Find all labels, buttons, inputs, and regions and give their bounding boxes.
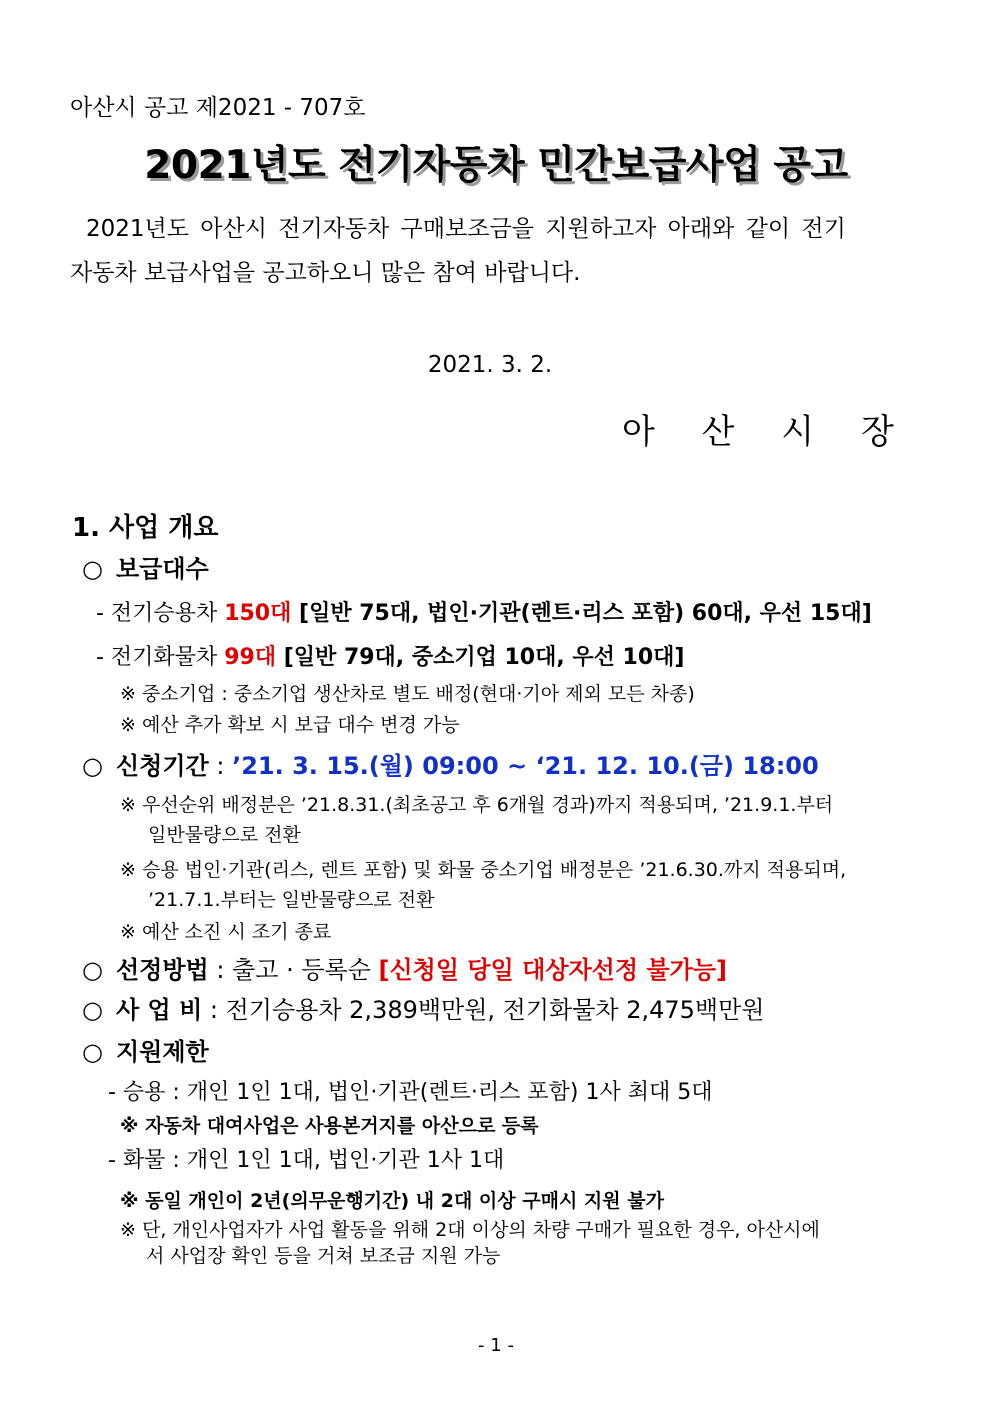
period-note-2b: ’21.7.1.부터는 일반물량으로 전환: [148, 889, 435, 911]
passenger-supply-line: [96, 596, 872, 627]
passenger-prefix: - 전기승용차: [96, 601, 225, 626]
bullet-circle-icon: ○: [82, 956, 103, 984]
period-note-3: ※ 예산 소진 시 조기 종료: [120, 921, 332, 943]
intro-line-2: 자동차 보급사업을 공고하오니 많은 참여 바랍니다.: [70, 260, 581, 286]
selection-highlight: [신청일 당일 대상자선정 불가능]: [378, 956, 727, 984]
limits-passenger-note: ※ 자동차 대여사업은 사용본거지를 아산으로 등록: [120, 1115, 539, 1137]
document-title: 2021년도 전기자동차 민간보급사업 공고: [144, 143, 848, 188]
period-note-2a: ※ 승용 법인·기관(리스, 렌트 포함) 및 화물 중소기업 배정분은 ’21.6.30.까지 적용되며,: [120, 859, 847, 881]
bullet-limits: [82, 1032, 209, 1067]
limits-note-a: ※ 단, 개인사업자가 사업 활동을 위해 2대 이상의 차량 구매가 필요한 경우, 아산시에: [120, 1219, 820, 1241]
bullet-circle-icon: ○: [82, 996, 103, 1024]
period-note-1a: ※ 우선순위 배정분은 ’21.8.31.(최초공고 후 6개월 경과)까지 적용되며, ’21.9.1.부터: [120, 794, 834, 816]
intro-line-1: 2021년도 아산시 전기자동차 구매보조금을 지원하고자 아래와 같이 전기: [86, 216, 846, 242]
selection-value: : 출고 · 등록순: [208, 956, 379, 984]
limits-note-bold: ※ 동일 개인이 2년(의무운행기간) 내 2대 이상 구매시 지원 불가: [120, 1190, 664, 1212]
passenger-count: 150대: [224, 601, 292, 626]
supply-label: 보급대수: [116, 555, 209, 583]
period-label: 신청기간: [116, 752, 209, 780]
bullet-circle-icon: ○: [82, 752, 103, 780]
passenger-detail: [일반 75대, 법인·기관(렌트·리스 포함) 60대, 우선 15대]: [291, 601, 872, 626]
limits-passenger: - 승용 : 개인 1인 1대, 법인·기관(렌트·리스 포함) 1사 최대 5대: [108, 1080, 713, 1105]
truck-detail: [일반 79대, 중소기업 10대, 우선 10대]: [276, 645, 685, 670]
issuer-signature: 아 산 시 장: [622, 412, 895, 452]
budget-value: : 전기승용차 2,389백만원, 전기화물차 2,475백만원: [202, 996, 765, 1024]
limits-label: 지원제한: [116, 1038, 209, 1066]
limits-note-b: 서 사업장 확인 등을 거쳐 보조금 지원 가능: [146, 1245, 501, 1267]
notice-date: 2021. 3. 2.: [427, 352, 553, 378]
supply-note-1: ※ 중소기업 : 중소기업 생산차로 별도 배정(현대·기아 제외 모든 차종): [120, 683, 695, 705]
truck-supply-line: [96, 640, 684, 671]
bullet-selection: [82, 950, 727, 985]
selection-label: 선정방법: [116, 956, 209, 984]
bullet-circle-icon: ○: [82, 555, 103, 583]
supply-note-2: ※ 예산 추가 확보 시 보급 대수 변경 가능: [120, 714, 460, 736]
truck-count: 99대: [224, 645, 277, 670]
bullet-supply: [82, 549, 209, 584]
budget-label: 사 업 비: [116, 996, 203, 1024]
period-separator: :: [208, 752, 233, 780]
notice-number: 아산시 공고 제2021 - 707호: [70, 95, 366, 121]
bullet-period: [82, 746, 819, 781]
period-value: ’21. 3. 15.(월) 09:00 ~ ‘21. 12. 10.(금) 18:00: [232, 752, 819, 780]
bullet-circle-icon: ○: [82, 1038, 103, 1066]
bullet-budget: [82, 990, 764, 1025]
period-note-1b: 일반물량으로 전환: [148, 824, 301, 846]
section-1-title: 1. 사업 개요: [72, 513, 219, 543]
page-number: - 1 -: [478, 1335, 514, 1356]
limits-truck: - 화물 : 개인 1인 1대, 법인·기관 1사 1대: [108, 1148, 505, 1173]
truck-prefix: - 전기화물차: [96, 645, 225, 670]
